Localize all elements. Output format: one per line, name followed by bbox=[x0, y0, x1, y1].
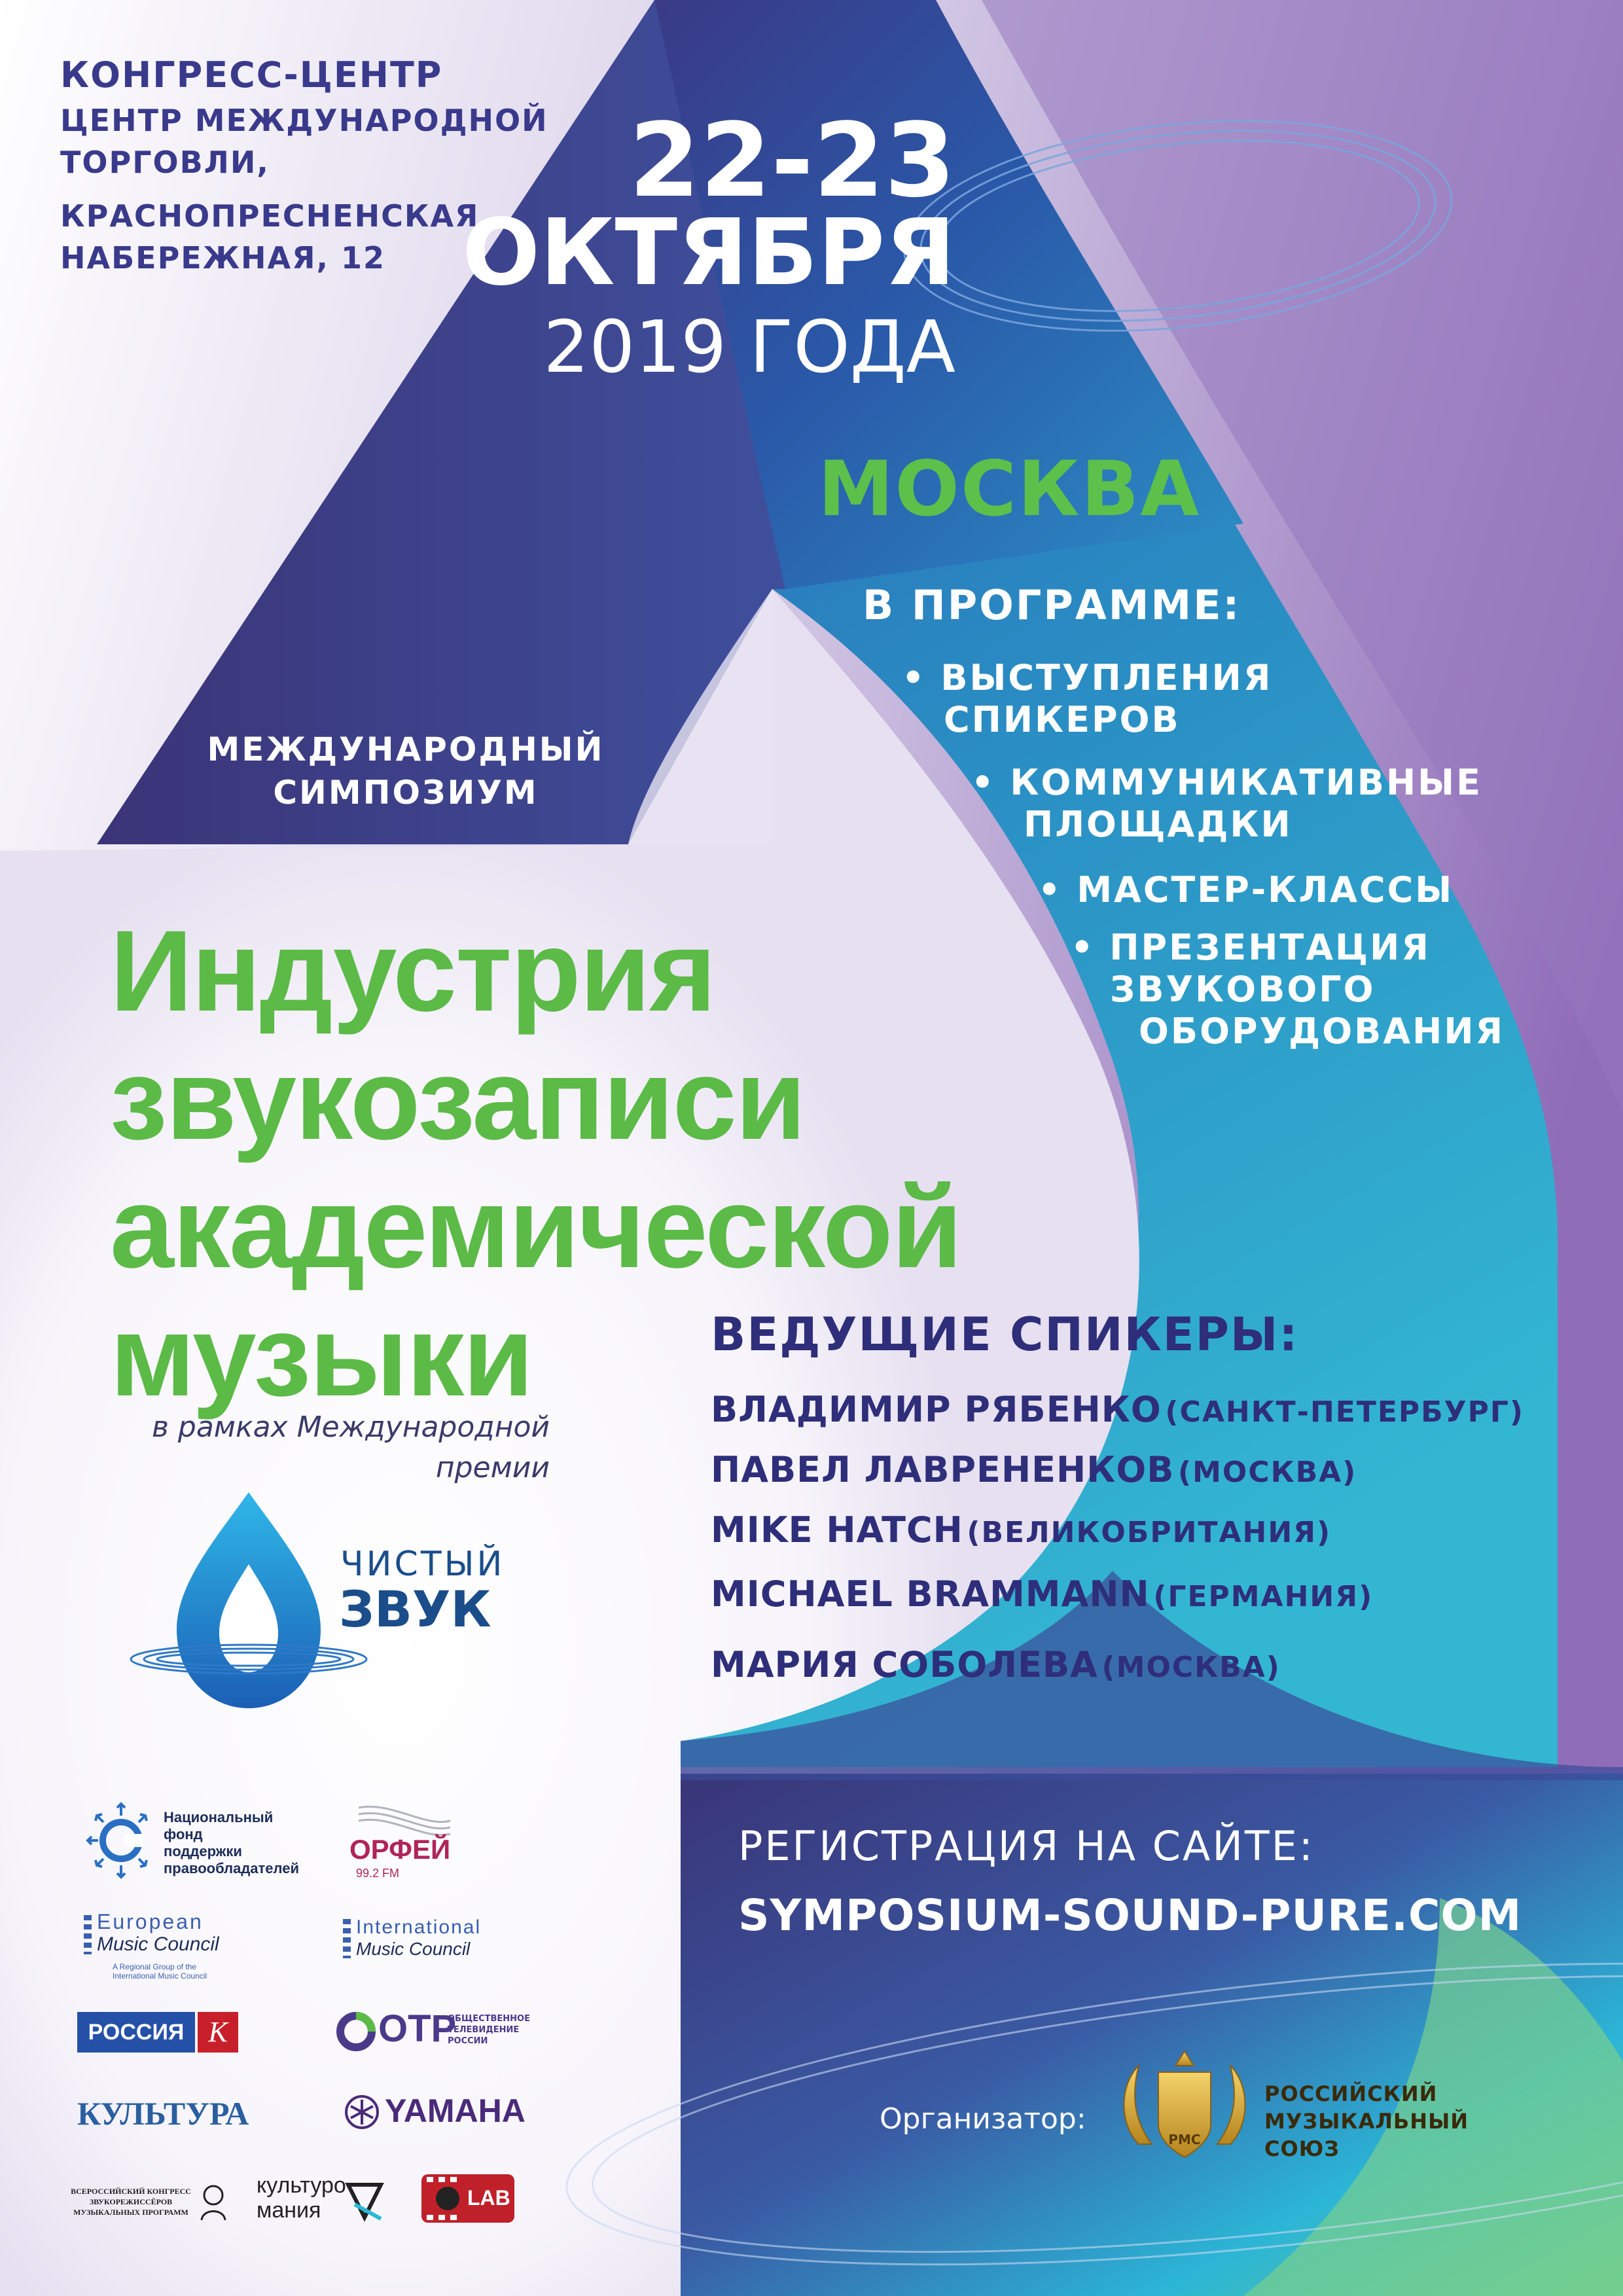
registration-label: РЕГИСТРАЦИЯ НА САЙТЕ: bbox=[738, 1822, 1315, 1870]
program-item-2-line-2: ПЛОЩАДКИ bbox=[1024, 804, 1293, 845]
speaker-1 bbox=[711, 1389, 1524, 1430]
otr-name: ОТР bbox=[378, 2007, 457, 2050]
speaker-5-name: МАРИЯ СОБОЛЕВА bbox=[711, 1644, 1098, 1685]
pure-sound-logo-line-2: ЗВУК bbox=[339, 1580, 491, 1638]
nfp-text-line-1: Национальный bbox=[164, 1809, 274, 1825]
program-item-4-line-3: ОБОРУДОВАНИЯ bbox=[1139, 1011, 1505, 1052]
partner-emc-logo bbox=[84, 1910, 254, 1982]
rms-emblem-text: РМС bbox=[1168, 2132, 1201, 2147]
yamaha-name: YAMAHA bbox=[385, 2092, 526, 2129]
partner-nfp-logo bbox=[85, 1801, 301, 1880]
emc-sub bbox=[113, 1962, 207, 1981]
speaker-3-city: (ВЕЛИКОБРИТАНИЯ) bbox=[967, 1516, 1332, 1549]
premium-caption bbox=[92, 1407, 550, 1488]
russia-k-mark: К bbox=[198, 2012, 238, 2053]
nfp-text-line-2: фонд bbox=[164, 1826, 203, 1842]
speaker-3 bbox=[711, 1509, 1331, 1551]
main-title-line-1: Индустрия bbox=[110, 907, 715, 1035]
speakers-title: ВЕДУЩИЕ СПИКЕРЫ: bbox=[711, 1308, 1299, 1361]
otr-desc bbox=[448, 2013, 530, 2047]
kulturomania-line-1: культуро bbox=[257, 2173, 346, 2198]
congress-text bbox=[65, 2186, 196, 2217]
program-item-4-line-2: ЗВУКОВОГО bbox=[1110, 969, 1376, 1010]
program-item-3 bbox=[1038, 869, 1454, 911]
program-item-2-line-1: • КОММУНИКАТИВНЫЕ bbox=[971, 762, 1483, 803]
speaker-5 bbox=[711, 1644, 1281, 1685]
imc-line-1: International bbox=[356, 1916, 482, 1938]
kulturomania-text bbox=[257, 2173, 346, 2223]
event-dates: 22-23 bbox=[629, 101, 955, 220]
emc-sub-line-1: A Regional Group of the bbox=[113, 1962, 197, 1971]
venue-line-1: КОНГРЕСС-ЦЕНТР bbox=[60, 54, 443, 96]
orfey-name: ОРФЕЙ bbox=[349, 1834, 451, 1865]
kulturomania-line-2: мания bbox=[257, 2198, 321, 2223]
congress-text-line-1: ВСЕРОССИЙСКИЙ КОНГРЕСС bbox=[71, 2187, 191, 2196]
program-item-1-line-2: СПИКЕРОВ bbox=[944, 699, 1181, 740]
main-title-line-3: академической bbox=[110, 1164, 961, 1292]
congress-portrait-icon bbox=[199, 2182, 228, 2221]
speaker-2 bbox=[711, 1449, 1357, 1490]
program-item-3-line-1: • МАСТЕР-КЛАССЫ bbox=[1038, 869, 1454, 910]
pure-sound-logo-line-1: ЧИСТЫЙ bbox=[340, 1545, 505, 1584]
nfp-icon bbox=[85, 1801, 157, 1880]
russia-name: РОССИЯ bbox=[77, 2012, 195, 2053]
partner-yamaha-logo bbox=[344, 2090, 527, 2136]
premium-line-1: в рамках Международной bbox=[152, 1410, 550, 1444]
nfp-text bbox=[164, 1809, 299, 1877]
speaker-5-city: (МОСКВА) bbox=[1101, 1651, 1281, 1684]
premium-line-2: премии bbox=[435, 1451, 550, 1484]
otr-ring-icon bbox=[335, 2011, 377, 2053]
partner-russia-k-logo bbox=[77, 2012, 241, 2053]
organizer-label: Организатор: bbox=[880, 2102, 1086, 2136]
symposium-line-2: СИМПОЗИУМ bbox=[273, 774, 539, 812]
organizer-name-line-1: РОССИЙСКИЙ bbox=[1264, 2081, 1438, 2106]
lab-name: LAB bbox=[467, 2186, 510, 2210]
emc-line-2: Music Council bbox=[97, 1933, 219, 1955]
organizer-name bbox=[1264, 2080, 1469, 2162]
program-item-1 bbox=[902, 657, 1272, 741]
symposium-line-1: МЕЖДУНАРОДНЫЙ bbox=[207, 730, 605, 768]
program-item-1-line-1: • ВЫСТУПЛЕНИЯ bbox=[902, 657, 1273, 698]
event-month: ОКТЯБРЯ bbox=[462, 200, 955, 306]
program-item-4-line-1: • ПРЕЗЕНТАЦИЯ bbox=[1071, 927, 1431, 968]
venue-line-2: ЦЕНТР МЕЖДУНАРОДНОЙ bbox=[60, 103, 548, 138]
venue-line-4: КРАСНОПРЕСНЕНСКАЯ bbox=[60, 198, 480, 234]
program-item-4 bbox=[1071, 927, 1505, 1052]
program-item-2 bbox=[971, 762, 1482, 846]
partner-otr-logo bbox=[335, 2007, 530, 2059]
nfp-text-line-3: поддержки bbox=[164, 1843, 242, 1859]
kultura-name: КУЛЬТУРА bbox=[77, 2095, 249, 2132]
program-title: В ПРОГРАММЕ: bbox=[863, 581, 1241, 629]
partner-kulturomania-logo bbox=[257, 2170, 394, 2229]
organizer-name-line-2: МУЗЫКАЛЬНЫЙ bbox=[1264, 2109, 1469, 2134]
partner-imc-logo bbox=[343, 1916, 513, 1969]
otr-desc-line-3: РОССИИ bbox=[448, 2036, 488, 2046]
orfey-frequency: 99.2 FM bbox=[356, 1867, 400, 1880]
event-city: МОСКВА bbox=[818, 445, 1201, 533]
main-title-line-4: музыки bbox=[110, 1292, 533, 1420]
speaker-2-name: ПАВЕЛ ЛАВРЕНЕНКОВ bbox=[711, 1449, 1175, 1490]
emc-bars-icon bbox=[84, 1915, 92, 1954]
speaker-3-name: MIKE HATCH bbox=[711, 1509, 963, 1551]
emc-sub-line-2: International Music Council bbox=[113, 1971, 207, 1981]
venue-line-3: ТОРГОВЛИ, bbox=[60, 145, 270, 180]
speaker-1-name: ВЛАДИМИР РЯБЕНКО bbox=[711, 1389, 1162, 1430]
event-year: 2019 ГОДА bbox=[543, 305, 955, 389]
speaker-2-city: (МОСКВА) bbox=[1178, 1456, 1357, 1489]
partner-congress-logo bbox=[65, 2182, 229, 2221]
congress-text-line-3: МУЗЫКАЛЬНЫХ ПРОГРАММ bbox=[73, 2208, 188, 2217]
partner-orfey-logo bbox=[346, 1801, 476, 1893]
speaker-1-city: (САНКТ-ПЕТЕРБУРГ) bbox=[1165, 1395, 1524, 1429]
partner-lab-logo bbox=[419, 2172, 524, 2225]
main-title-line-2: звукозаписи bbox=[110, 1035, 805, 1164]
speaker-4-city: (ГЕРМАНИЯ) bbox=[1153, 1580, 1374, 1613]
otr-desc-line-1: ОБЩЕСТВЕННОЕ bbox=[448, 2014, 530, 2024]
yamaha-tuning-fork-icon bbox=[344, 2094, 380, 2130]
speaker-4-name: MICHAEL BRAMMANN bbox=[711, 1573, 1150, 1615]
otr-desc-line-2: ТЕЛЕВИДЕНИЕ bbox=[448, 2025, 520, 2035]
imc-line-2: Music Council bbox=[356, 1939, 471, 1959]
registration-site-link[interactable]: SYMPOSIUM-SOUND-PURE.COM bbox=[738, 1890, 1522, 1941]
imc-bars-icon bbox=[343, 1919, 351, 1958]
organizer-name-line-3: СОЮЗ bbox=[1264, 2136, 1340, 2161]
emc-line-1: European bbox=[97, 1910, 204, 1933]
rms-emblem-icon bbox=[1113, 2046, 1257, 2170]
venue-line-5: НАБЕРЕЖНАЯ, 12 bbox=[60, 240, 386, 276]
kulturomania-arrow-icon bbox=[342, 2178, 387, 2224]
speaker-4 bbox=[711, 1573, 1373, 1615]
congress-text-line-2: ЗВУКОРЕЖИССЁРОВ bbox=[89, 2197, 173, 2206]
nfp-text-line-4: правообладателей bbox=[164, 1860, 299, 1876]
symposium-label bbox=[196, 728, 615, 814]
partner-kultura-logo bbox=[77, 2094, 247, 2140]
